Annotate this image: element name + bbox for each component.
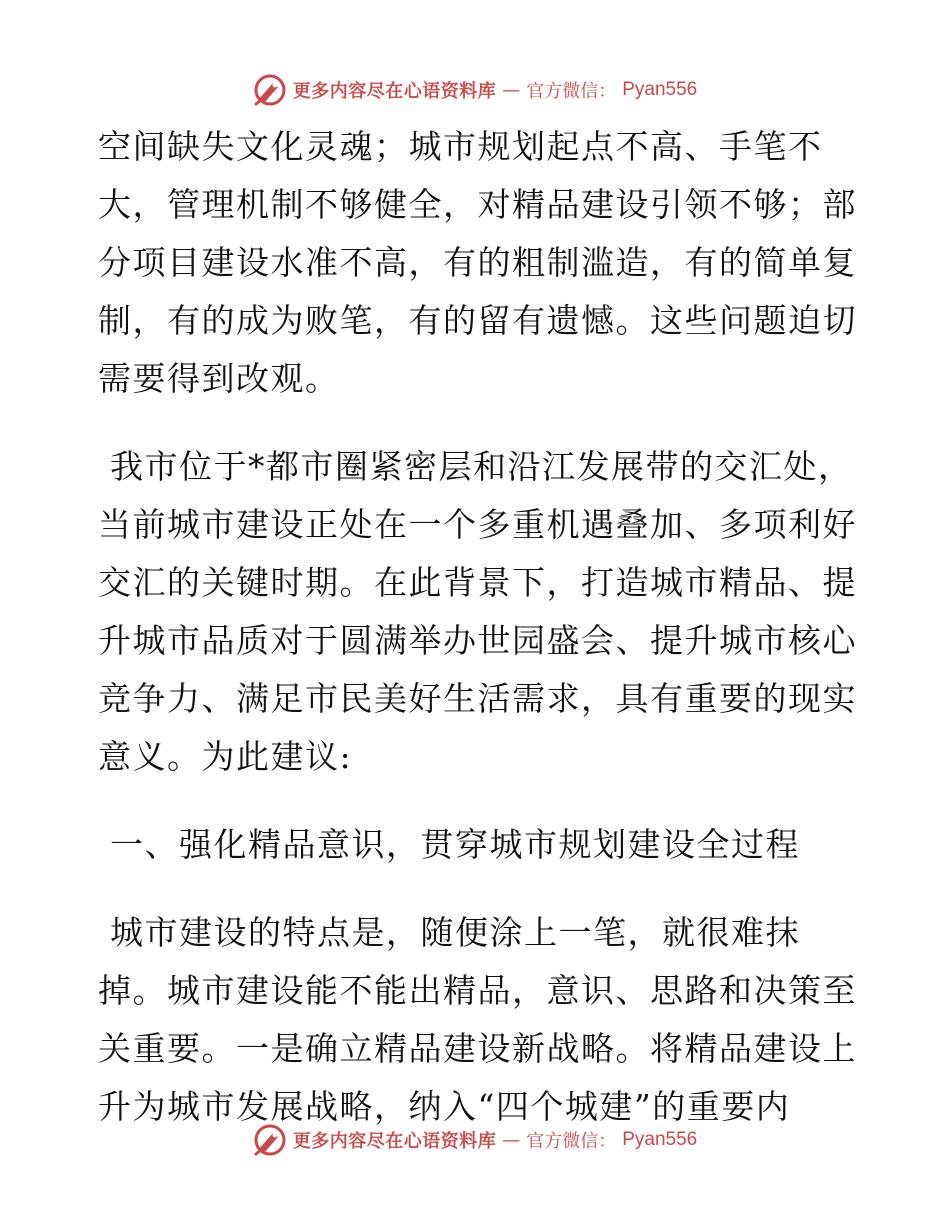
text-line: 升城市品质对于圆满举办世园盛会、提升城市核心 [98,621,857,660]
text-line: 关重要。一是确立精品建设新战略。将精品建设上 [98,1029,857,1068]
header-watermark [0,70,950,110]
paragraph-gap [98,786,858,816]
wechat-id: Pyan556 [622,79,698,100]
text-line: 当前城市建设正处在一个多重机遇叠加、多项利好 [98,505,857,544]
wechat-id: Pyan556 [622,1129,698,1150]
text-line: 升为城市发展战略，纳入“四个城建”的重要内 [98,1087,791,1126]
pen-nib-logo-icon [253,73,287,107]
text-line: 竞争力、满足市民美好生活需求，具有重要的现实 [98,679,857,718]
paragraph-1 [98,118,858,408]
wechat-label: 官方微信： [526,81,617,102]
text-line: 掉。城市建设能不能出精品，意识、思路和决策至 [98,971,857,1010]
separator-dash: — [502,1129,521,1151]
separator-dash: — [502,79,521,101]
wechat-label: 官方微信： [526,1131,617,1152]
text-line: 分项目建设水准不高，有的粗制滥造，有的简单复 [98,243,857,282]
paragraph-gap [98,408,858,438]
paragraph-gap [98,874,858,904]
text-line: 需要得到改观。 [98,359,340,398]
text-line: 制，有的成为败笔，有的留有遗憾。这些问题迫切 [98,301,857,340]
footer-watermark [0,1120,950,1160]
text-line: 大，管理机制不够健全，对精品建设引领不够；部 [98,185,857,224]
text-line: 我市位于*都市圈紧密层和沿江发展带的交汇处， [98,447,853,486]
text-line: 交汇的关键时期。在此背景下，打造城市精品、提 [98,563,857,602]
brand-text: 更多内容尽在心语资料库 [292,1131,497,1152]
paragraph-2 [98,438,858,786]
pen-nib-logo-icon [253,1123,287,1157]
text-line: 城市建设的特点是，随便涂上一笔，就很难抹 [98,913,800,952]
brand-text: 更多内容尽在心语资料库 [292,81,497,102]
paragraph-3 [98,904,858,1136]
section-heading: 一、强化精品意识，贯穿城市规划建设全过程 [98,825,800,864]
document-body [98,118,858,1136]
text-line: 意义。为此建议: [98,737,353,776]
text-line: 空间缺失文化灵魂；城市规划起点不高、手笔不 [98,127,823,166]
